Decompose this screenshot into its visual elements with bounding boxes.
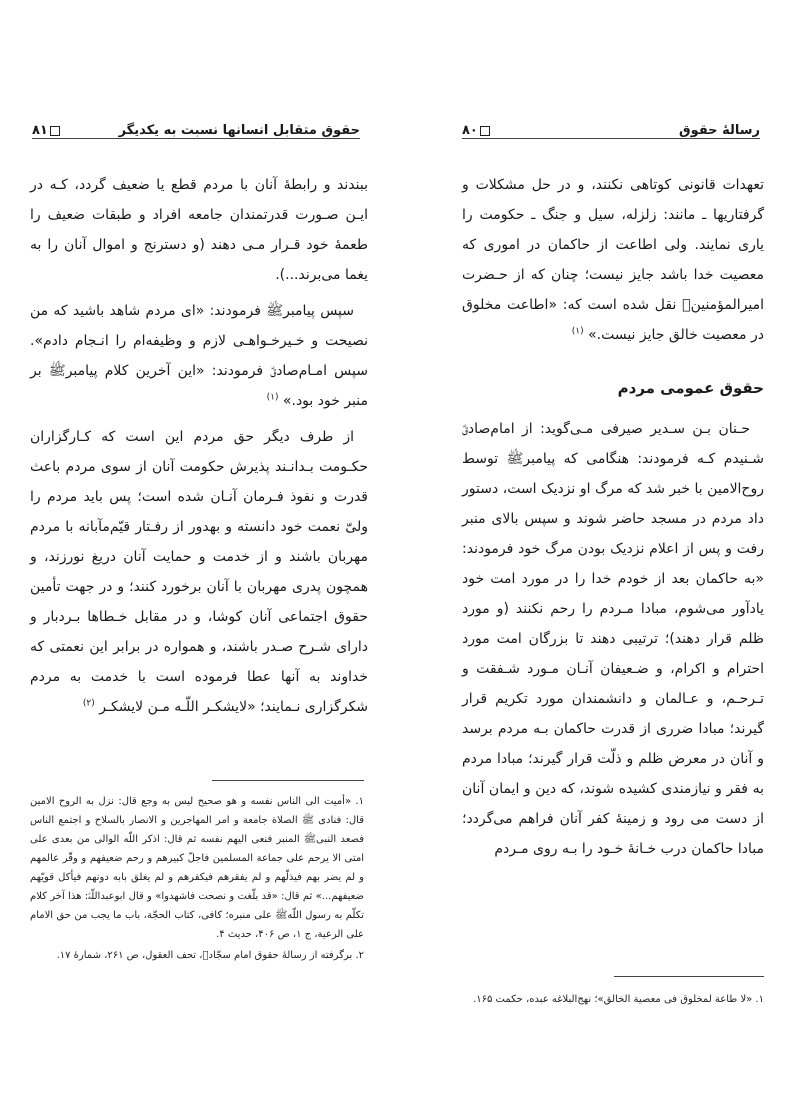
paragraph: حـنان بـن سـدیر صیرفی مـی‌گوید: از امام‌صادقؑ شـنیدم کـه فرمودند: هنگامی که پیامبرﷺ توسط روح‌الامین با خبر شد که مرگ او نزدیک است، دستور داد مردم در مسجد حاضر شوند و سپس بالای منبر رفت و پس از اعلام نزدیک بودن مرگ خود فرمودند: «به حاکمان بعد از خودم خدا را در مورد امت خود یادآور می‌شوم، مبادا مـردم را رحم نکنند (و مورد ظلم قرار دهند)؛ ترتیبی دهند تا بزرگان امت مورد احترام و اکرام، و ضـعیفان آنـان مـورد شـفقت و تـرحـم، و عـالمان و دانشمندان مورد تکریم قرار گیرند؛ مبادا ضرری از قدرت حاکمان بـه مردم برسد و آنان در معرض ظلم و ذلّت قرار گیرند؛ مبادا مردم به فقر و نیازمندی کشیده شوند، که دین و ایمان آنان از دست می رود و زمینهٔ کفر آنان فراهم می‌گردد؛ مبادا حاکمان درب خـانهٔ خـود را بـه روی مـردم xyxy=(462,421,764,857)
paragraph: تعهدات قانونی کوتاهی نکنند، و در حل مشکلات و گرفتاریها ـ مانند: زلزله، سیل و جنگ ـ حکومت را یاری نمایند. ولی اطاعت از حاکمان در اموری که معصیت خدا باشد جایز نیست؛ چنان که از حـضرت امیرالمؤمنینؑ نقل شده است که: «اطاعت مخلوق در معصیت خالق جایز نیست.» $^{(۱)}$ xyxy=(462,177,764,343)
main-text xyxy=(30,170,368,728)
footnote: ۱. «لا طاعة لمخلوق فی معصیة الخالق»؛ نهج‌البلاغه عبده، حکمت ۱۶۵. xyxy=(473,994,764,1005)
page-number: ۸۰ xyxy=(462,123,490,138)
header-title: حقوق متقابل انسانها نسبت به یکدیگر xyxy=(118,123,360,138)
running-header xyxy=(462,116,760,138)
footnote-ref: (۲) xyxy=(82,698,95,709)
footnote: ۱. «أمیت الی الناس نفسه و هو صحیح لیس به وجع قال: نزل به الروح الامین قال: فنادی ﷺ الصلاة جامعة و امر المهاجرین و الانصار بالسلاح و اجتمع الناس فصعد النبیﷺ المنبر فنعی الیهم نفسه ثم قال: اذکر اللّه الوالی من بعدی علی امتی الا یرحم علی جماعة المسلمین فاجلّ کبیرهم و رحم ضعیفهم و وقّر عالمهم و لم یضر بهم فیذلّهم و لم یفقرهم فیکفرهم و لم یغلق بابه دونهم فیأکل قویّهم ضعیفهم...» ثم قال: «قد بلّغت و نصحت فاشهدوا» و قال ابوعبداللّهؑ: هذا آخر کلام تکلّم به رسول اللّهﷺ علی منبره؛ کافی، کتاب الحجّة، باب ما یجب من حق الامام علی الرعیة، ج ۱، ص ۴۰۶، حدیث ۴. xyxy=(30,796,364,940)
paragraph: سپس پیامبرﷺ فرمودند: «ای مردم شاهد باشید که من نصیحت و خـیرخـواهـی لازم و وظیفه‌ام را انـجام دادم». سپس امـام‌صادقؑ فرمودند: «این آخرین کلام پیامبرﷺ بر منبر خود بود.» $^{(۱)}$ xyxy=(30,303,368,409)
header-title: رسالهٔ حقوق xyxy=(679,123,760,138)
footnote-divider xyxy=(614,976,764,977)
section-title: حقوق عمومی مردم xyxy=(617,379,764,397)
header-divider xyxy=(462,138,760,139)
header-divider xyxy=(32,138,360,139)
page-number: ۸۱ xyxy=(32,123,60,138)
page-marker-icon xyxy=(480,126,490,136)
running-header xyxy=(32,116,360,138)
right-page xyxy=(400,0,800,1100)
footnote-ref: (۱) xyxy=(571,326,584,337)
footnote: ۲. برگرفته از رسالهٔ حقوق امام سجّادؑ، تحف العقول، ص ۲۶۱، شمارهٔ ۱۷. xyxy=(56,950,364,961)
footnote-divider xyxy=(212,780,364,781)
paragraph: از طرف دیگر حق مردم این است که کـارگزاران حکـومت بـدانـند پذیرش حکومت آنان از سوی مردم باعث قدرت و نفوذ فـرمان آنـان شده است؛ پس باید مردم را ولیّ نعمت خود دانسته و بهدور از رفـتار قیّم‌مآبانه با مردم مهربان باشند و از خدمت و حمایت آنان دریغ نورزند، و همچون پدری مهربان با آنان برخورد کنند؛ و در جهت تأمین حقوق اجتماعی آنان کوشا، و در مقابل خـطاها بـردبار و دارای شـرح صـدر باشند، و همواره در برابر این نعمتی که خداوند به آنها عطا فرموده است با خدمت به مردم شکرگزاری نـمایند؛ «لایشکـر اللّـه مـن لایشکـر $^{(۲)}$ xyxy=(30,429,368,715)
footnotes xyxy=(462,990,764,1011)
paragraph: ببندند و رابطهٔ آنان با مردم قطع یا ضعیف گردد، کـه در ایـن صـورت قدرتمندان جامعه افراد و طبقات ضعیف را طعمهٔ خود قـرار مـی دهند (و دسترنج و اموال آنان را به یغما می‌برند...). xyxy=(30,177,368,283)
main-text xyxy=(462,170,764,870)
footnote-ref: (۱) xyxy=(266,392,279,403)
page-marker-icon xyxy=(50,126,60,136)
footnotes xyxy=(30,792,364,967)
